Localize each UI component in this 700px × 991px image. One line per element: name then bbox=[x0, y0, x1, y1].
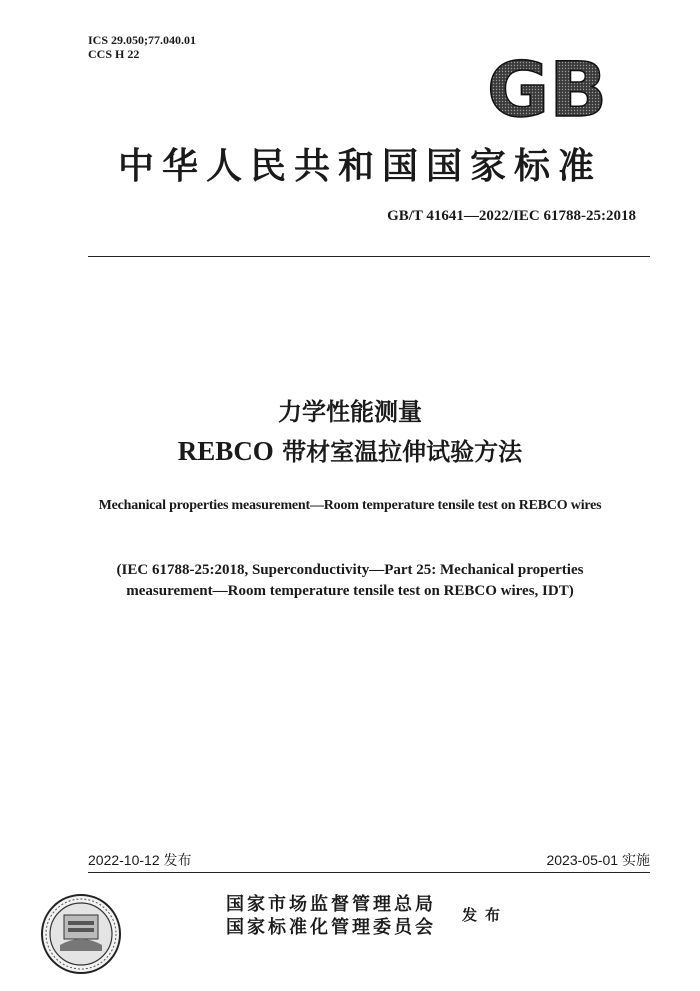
chinese-title-latin: REBCO bbox=[177, 436, 274, 466]
footer-divider bbox=[88, 872, 650, 873]
issuer-samr: 国家市场监督管理总局 bbox=[226, 894, 436, 915]
issuer-sac: 国家标准化管理委员会 bbox=[226, 917, 436, 938]
header-divider bbox=[88, 256, 650, 257]
english-title: Mechanical properties measurement—Room temperature tensile test on REBCO wires bbox=[98, 498, 602, 513]
ics-code: ICS 29.050;77.040.01 bbox=[88, 33, 197, 47]
implementation-date: 2023-05-01 实施 bbox=[546, 852, 650, 868]
chinese-title-line-2 bbox=[0, 432, 700, 467]
chinese-title-rest: 带材室温拉伸试验方法 bbox=[273, 438, 523, 466]
issue-label: 发布 bbox=[462, 906, 509, 924]
chinese-title-line-1: 力学性能测量 bbox=[278, 398, 422, 426]
publication-date: 2022-10-12 发布 bbox=[88, 852, 192, 868]
equivalence-line-2: measurement—Room temperature tensile test on REBCO wires, IDT) bbox=[126, 583, 574, 599]
classification-codes bbox=[88, 33, 196, 61]
gb-logo bbox=[480, 52, 614, 122]
standard-number: GB/T 41641—2022/IEC 61788-25:2018 bbox=[387, 208, 636, 224]
issuing-authorities bbox=[226, 893, 436, 939]
equivalence-line-1: (IEC 61788-25:2018, Superconductivity—Part 25: Mechanical properties bbox=[116, 562, 584, 578]
official-seal-icon bbox=[40, 893, 122, 975]
ccs-code: CCS H 22 bbox=[88, 47, 140, 61]
gb-logo-text: GB bbox=[486, 52, 608, 122]
national-standard-title: 中华人民共和国国家标准 bbox=[117, 145, 602, 187]
